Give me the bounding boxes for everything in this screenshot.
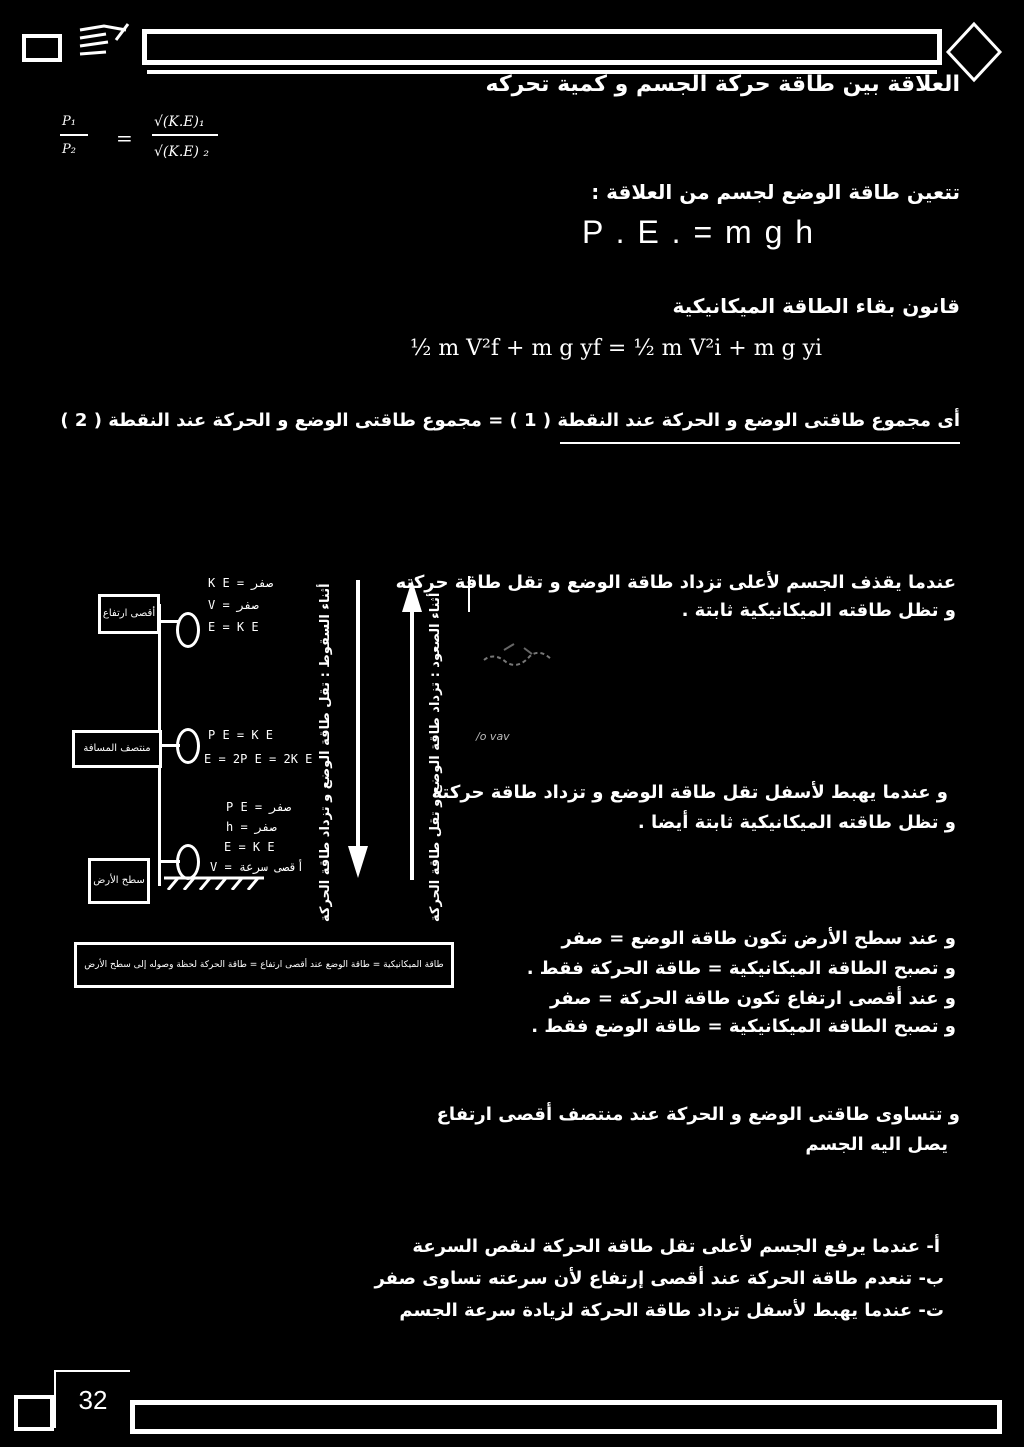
ratio-rhs-line: [152, 134, 218, 136]
label-ground: سطح الأرض: [88, 858, 150, 904]
ground-line-3: و عند أقصى ارتفاع تكون طاقة الحركة = صفر: [550, 988, 956, 1009]
ball-mid: [176, 728, 200, 764]
bottom-label-3: E = K E: [224, 840, 275, 854]
midpoint-line-1: و تتساوى طاقتى الوضع و الحركة عند منتصف أقصى ارتفاع: [436, 1104, 960, 1125]
bottom-label-1: P E = صفر: [226, 800, 292, 814]
label-mid-distance: منتصف المسافة: [72, 730, 162, 768]
faint-scribble-icon: [474, 630, 564, 690]
top-label-3: E = K E: [208, 620, 259, 634]
conservation-title: قانون بقاء الطاقة الميكانيكية: [672, 294, 960, 318]
page-number: 32: [54, 1370, 130, 1428]
header-book-icon: [76, 20, 132, 68]
arrow-up-icon: [400, 580, 424, 880]
bottom-label-4: V = أقصى سرعة: [210, 860, 304, 874]
header-square: [22, 34, 62, 62]
top-label-2: V = صفر: [208, 598, 259, 612]
mid-label-2: E = 2P E = 2K E: [204, 752, 313, 766]
ratio-rhs-bottom: √(K.E) ₂: [154, 144, 210, 160]
conservation-statement: أى مجموع طاقتى الوضع و الحركة عند النقطة ( 1 ) = مجموع طاقتى الوضع و الحركة عند النقطة ( 2 ): [60, 410, 960, 431]
diagram-bottom-caption: طاقة الميكانيكية = طاقة الوضع عند أقصى ارتفاع = طاقة الحركة لحظة وصوله إلى سطح الأرض: [74, 942, 454, 988]
ground-line-1: و عند سطح الأرض تكون طاقة الوضع = صفر: [561, 928, 956, 949]
list-item: أ- عندما يرفع الجسم لأعلى تقل طاقة الحركة لنقص السرعة: [412, 1236, 940, 1257]
pe-intro: تتعين طاقة الوضع لجسم من العلاقة :: [591, 180, 960, 204]
label-max-height: أقصى ارتفاع: [98, 594, 160, 634]
ratio-lhs-bottom: P₂: [62, 142, 76, 157]
conservation-equation: ½ m V²f + m g yf = ½ m V²i + m g yi: [410, 336, 823, 361]
ground-hatch: [164, 874, 264, 890]
list-item: ت- عندما يهبط لأسفل تزداد طاقة الحركة لزيادة سرعة الجسم: [399, 1300, 944, 1321]
para-up-line-2: و تظل طاقته الميكانيكية ثابتة .: [681, 600, 956, 621]
ground-line-4: و تصبح الطاقة الميكانيكية = طاقة الوضع فقط .: [531, 1016, 956, 1037]
statement-underline: [560, 442, 960, 444]
ratio-lhs-line: [60, 134, 88, 136]
ratio-formula: [58, 110, 258, 170]
energy-diagram: [60, 540, 460, 990]
midpoint-line-2: يصل اليه الجسم: [805, 1134, 948, 1155]
arrow-down-icon: [346, 580, 370, 880]
ratio-equals: =: [116, 126, 133, 150]
para-down-line-2: و تظل طاقته الميكانيكية ثابتة أيضا .: [637, 812, 956, 833]
bottom-label-2: h = صفر: [226, 820, 277, 834]
ratio-rhs-top: √(K.E)₁: [154, 114, 205, 130]
page-heading: العلاقة بين طاقة حركة الجسم و كمية تحركه: [485, 72, 960, 97]
ground-line-2: و تصبح الطاقة الميكانيكية = طاقة الحركة فقط .: [526, 958, 956, 979]
ratio-lhs-top: P₁: [62, 114, 76, 129]
footer-square: [14, 1395, 54, 1431]
faint-label: /o vav: [476, 730, 510, 743]
para-up-line-1: عندما يقذف الجسم لأعلى تزداد طاقة الوضع و تقل طاقة حركته: [395, 572, 956, 593]
list-item: ب- تنعدم طاقة الحركة عند أقصى إرتفاع لأن سرعته تساوى صفر: [374, 1268, 944, 1289]
ball-top: [176, 612, 200, 648]
pe-formula: P . E . = m g h: [582, 214, 816, 250]
header-bar: [142, 29, 942, 65]
arrow-down-caption: أثناء السقوط : تقل طاقة الوضع و تزداد طاقة الحركة: [318, 583, 333, 922]
footer-bar: [130, 1400, 1002, 1434]
arrow-up-caption: أثناء الصعود : تزداد طاقة الوضع و تقل طاقة الحركة: [428, 592, 443, 922]
para-down-line-1: و عندما يهبط لأسفل تقل طاقة الوضع و تزداد طاقة حركته: [431, 782, 948, 803]
top-label-1: K E = صفر: [208, 576, 274, 590]
mid-label-1: P E = K E: [208, 728, 274, 742]
